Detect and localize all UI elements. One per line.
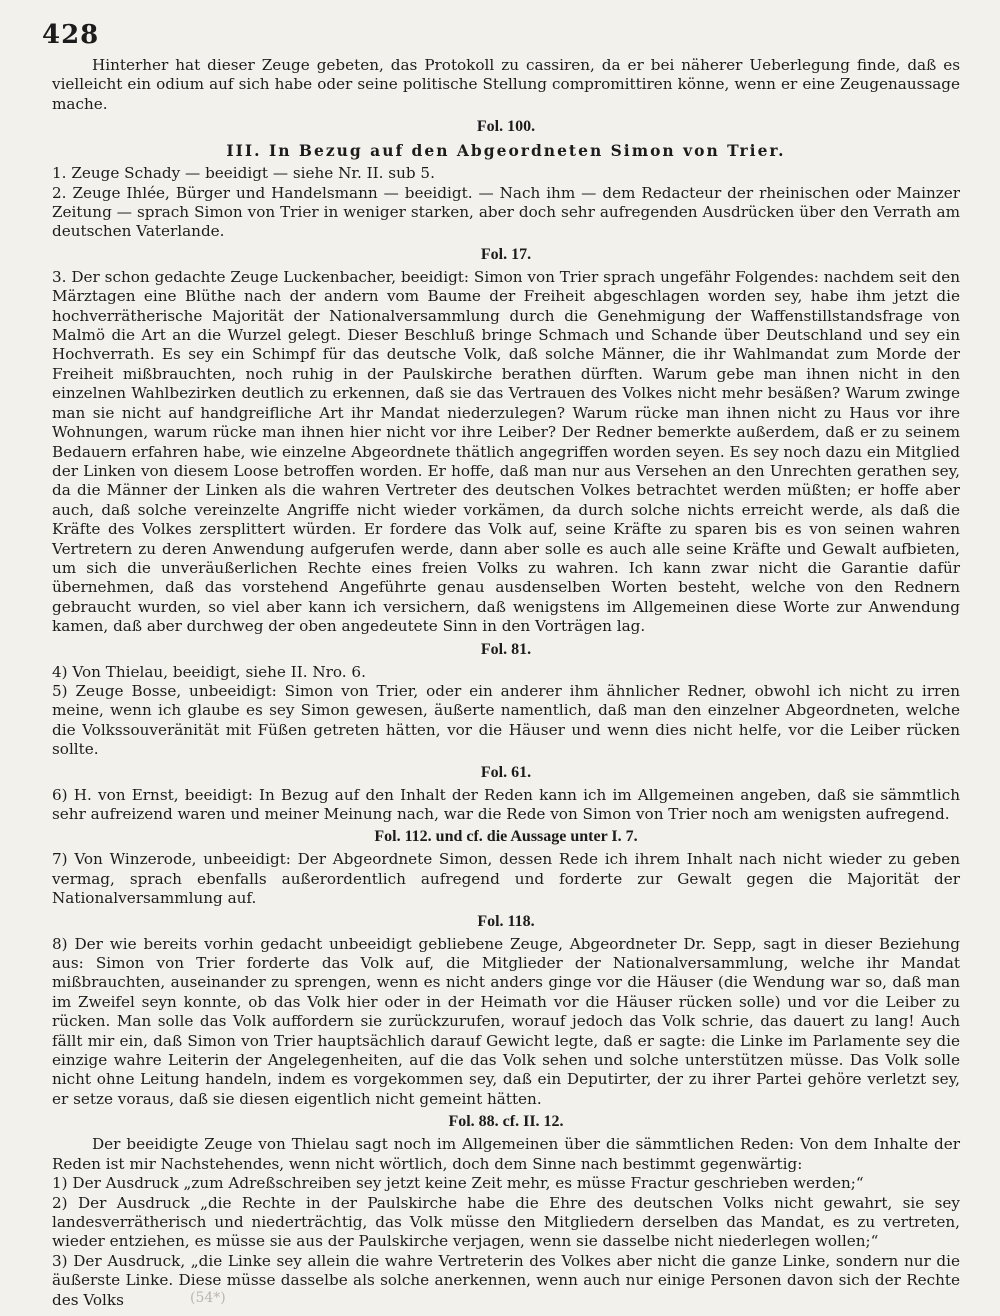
closing-item: 2) Der Ausdruck „die Rechte in der Paulskirche habe die Ehre des deutschen Volks nicht gewahrt, sie sey landesverrätherisch und niederträchtig, das Volk müsse den Mitgliedern derselben das Mandat, es zu vertreten, wieder entziehen, es müsse sie aus der Paulskirche verjagen, wenn sie dasselbe nicht niederlegen wollen;“ [52,1193,960,1251]
testimony-item: 1. Zeuge Schady — beeidigt — siehe Nr. II. sub 5. [52,164,435,183]
document-body [52,56,960,1310]
intro-paragraph: Hinterher hat dieser Zeuge gebeten, das Protokoll zu cassiren, da er bei näherer Ueberlegung finde, daß es vielleicht ein odium auf sich habe oder seine politische Stellung compromittiren könne, wenn er eine Zeugenaussage mache. [52,56,960,113]
folio-reference: Fol. 100. [476,118,536,136]
closing-item: 1) Der Ausdruck „zum Adreßschreiben sey jetzt keine Zeit mehr, es müsse Fractur geschrieben werden;“ [52,1174,864,1193]
section-heading: III. In Bezug auf den Abgeordneten Simon von Trier. [226,141,786,161]
testimony-item: 4) Von Thielau, beeidigt, siehe II. Nro. 6. [52,662,366,681]
closing-intro-paragraph: Der beeidigte Zeuge von Thielau sagt noch im Allgemeinen über die sämmtlichen Reden: Von dem Inhalte der Reden ist mir Nachstehendes, wenn nicht wörtlich, doch dem Sinne nach bestimmt gegenwärtig: [52,1135,960,1173]
folio-reference: Fol. 61. [480,763,532,781]
folio-reference: Fol. 17. [480,245,532,263]
folio-reference: Fol. 112. und cf. die Aussage unter I. 7. [374,828,638,846]
testimony-item: 8) Der wie bereits vorhin gedacht unbeeidigt gebliebene Zeuge, Abgeordneter Dr. Sepp, sagt in dieser Beziehung aus: Simon von Trier forderte das Volk auf, die Mitglieder der Nationalversammlung, welche ihr Mandat mißbrauchten, auseinander zu sprengen, wenn es nicht anders ginge vor die Häuser (die Wendung war so, daß man im Zweifel seyn konnte, ob das Volk hier oder in der Heimath vor die Häuser rücken solle) und vor die Leiber zu rücken. Man solle das Volk auffordern sie zurückzurufen, worauf jedoch das Volk schrie, das dauert zu lang! Auch fällt mir ein, daß Simon von Trier hauptsächlich darauf Gewicht legte, daß er sagte: die Linke im Parlamente sey die einzige wahre Leiterin der Angelegenheiten, auf die das Volk sehen und solche unterstützen müsse. Das Volk solle nicht ohne Leitung handeln, indem es vorgekommen sey, daß ein Deputirter, der zu ihrer Partei gehöre verletzt sey, er setze voraus, daß sie diesen eigentlich nicht gemeint hätten. [52,934,960,1108]
testimony-item: 2. Zeuge Ihlée, Bürger und Handelsmann — beeidigt. — Nach ihm — dem Redacteur der rheinischen oder Mainzer Zeitung — sprach Simon von Trier in weniger starken, aber doch sehr aufregenden Ausdrücken über den Verrath am deutschen Vaterlande. [52,183,960,241]
closing-item: 3) Der Ausdruck, „die Linke sey allein die wahre Vertreterin des Volkes aber nicht die ganze Linke, sondern nur die äußerste Linke. Diese müsse dasselbe als solche anerkennen, wenn auch nur einige Personen davon sich der Rechte des Volks [52,1251,960,1309]
page-number: 428 [42,20,100,50]
folio-reference: Fol. 81. [480,640,532,658]
testimony-item: 3. Der schon gedachte Zeuge Luckenbacher, beeidigt: Simon von Trier sprach ungefähr Folgendes: nachdem seit den Märztagen eine Blüthe nach der andern vom Baume der Freiheit abgeschlagen worden sey, habe ihm jetzt die hochverrätherische Majorität der Nationalversammlung durch die Genehmigung der Waffenstillstandsfrage von Malmö die Art an die Wurzel gelegt. Dieser Beschluß bringe Schmach und Schande über Deutschland und sey ein Hochverrath. Es sey ein Schimpf für das deutsche Volk, daß solche Männer, die ihr Wahlmandat zum Morde der Freiheit mißbrauchten, noch ruhig in der Paulskirche berathen dürften. Warum gebe man ihnen nicht in den einzelnen Wahlbezirken deutlich zu erkennen, daß sie das Vertrauen des Volkes nicht mehr besäßen? Warum zwinge man sie nicht auf handgreifliche Art ihr Mandat niederzulegen? Warum rücke man ihnen nicht zu Haus vor ihre Wohnungen, warum rücke man ihnen hier nicht vor ihre Leiber? Der Redner bemerkte außerdem, daß er zu seinem Bedauern erfahren habe, wie einzelne Abgeordnete thätlich angegriffen worden seyen. Es sey noch dazu ein Mitglied der Linken von diesem Loose betroffen worden. Er hoffe, daß man nur aus Versehen an den Unrechten gerathen sey, da die Männer der Linken als die wahren Vertreter des deutschen Volkes betrachtet werden müßten; er hoffe aber auch, daß solche vereinzelte Angriffe nicht wieder vorkämen, da durch solche nichts erreicht werde, als daß die Kräfte des Volkes zersplittert würden. Er fordere das Volk auf, seine Kräfte zu sparen bis es von seinen wahren Vertretern zu deren Anwendung aufgerufen werde, dann aber solle es auch alle seine Kräfte und Gewalt aufbieten, um sich die unveräußerlichen Rechte eines freien Volks zu wahren. Ich kann zwar nicht die Garantie dafür übernehmen, daß das vorstehend Angeführte genau ausdenselben Worten besteht, welche von den Rednern gebraucht wurden, so viel aber kann ich versichern, daß wenigstens im Allgemeinen diese Worte zur Anwendung kamen, daß aber durchweg der oben angedeutete Sinn in den Vorträgen lag. [52,267,960,636]
footer-signature-mark: (54*) [190,1290,226,1306]
folio-reference: Fol. 118. [477,912,535,930]
folio-reference: Fol. 88. cf. II. 12. [448,1113,564,1131]
testimony-item: 7) Von Winzerode, unbeeidigt: Der Abgeordnete Simon, dessen Rede ich ihrem Inhalt nach nicht wieder zu geben vermag, sprach ebenfalls außerordentlich aufregend und forderte zur Gewalt gegen die Majorität der Nationalversammlung auf. [52,850,960,908]
testimony-item: 5) Zeuge Bosse, unbeeidigt: Simon von Trier, oder ein anderer ihm ähnlicher Redner, obwohl ich nicht zu irren meine, wenn ich glaube es sey Simon gewesen, äußerte namentlich, daß man den einzelner Abgeordneten, welche die Volkssouveränität mit Füßen getreten hätten, vor die Häuser und wenn dies nicht helfe, vor die Leiber rücken sollte. [52,681,960,759]
testimony-item: 6) H. von Ernst, beeidigt: In Bezug auf den Inhalt der Reden kann ich im Allgemeinen angeben, daß sie sämmtlich sehr aufreizend waren und meiner Meinung nach, war die Rede von Simon von Trier noch am wenigsten aufregend. [52,785,960,823]
